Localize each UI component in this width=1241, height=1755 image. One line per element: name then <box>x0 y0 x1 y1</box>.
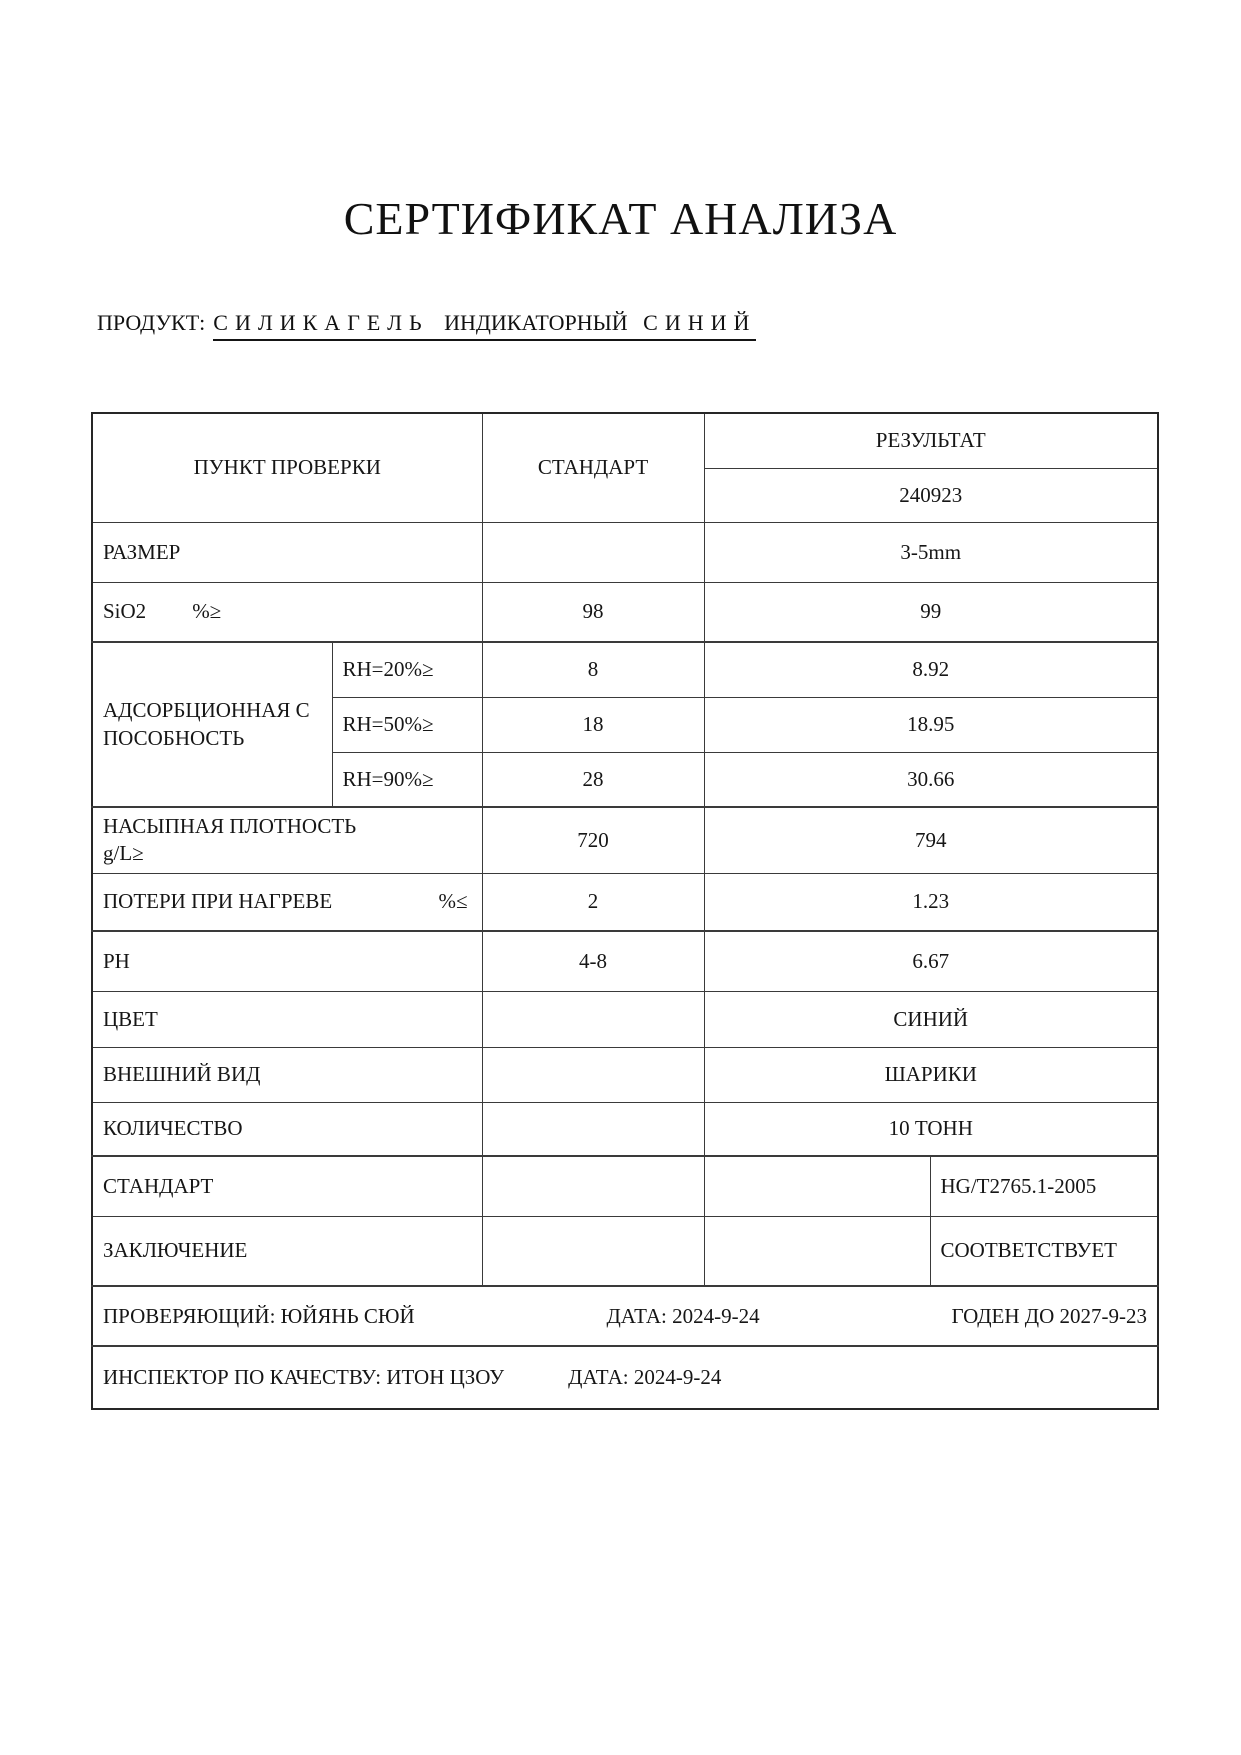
table-row-conclusion <box>92 1216 1158 1286</box>
table-row-inspector <box>92 1346 1158 1409</box>
density-label: НАСЫПНАЯ ПЛОТНОСТЬ <box>103 813 357 838</box>
size-result: 3-5mm <box>704 522 1158 582</box>
analysis-table <box>91 412 1159 1410</box>
rh50-condition: RH=50%≥ <box>332 697 482 752</box>
appearance-result: ШАРИКИ <box>704 1047 1158 1102</box>
sio2-standard: 98 <box>482 582 704 642</box>
table-row-checker <box>92 1286 1158 1346</box>
product-label: ПРОДУКТ: <box>97 310 206 335</box>
color-standard <box>482 991 704 1047</box>
sio2-result: 99 <box>704 582 1158 642</box>
product-name <box>213 310 756 341</box>
rh20-result: 8.92 <box>704 642 1158 697</box>
size-label: РАЗМЕР <box>92 522 482 582</box>
valid-until: ГОДЕН ДО 2027-9-23 <box>951 1303 1148 1328</box>
conclusion-label: ЗАКЛЮЧЕНИЕ <box>92 1216 482 1286</box>
table-row-ph <box>92 931 1158 991</box>
batch-number: 240923 <box>704 468 1158 522</box>
color-label: ЦВЕТ <box>92 991 482 1047</box>
sio2-label: SiO2 <box>103 599 147 624</box>
quantity-label: КОЛИЧЕСТВО <box>92 1102 482 1156</box>
checker-name: ПРОВЕРЯЮЩИЙ: ЮЙЯНЬ СЮЙ <box>103 1303 415 1328</box>
product-line <box>97 310 756 341</box>
table-row-quantity <box>92 1102 1158 1156</box>
checker-date: ДАТА: 2024-9-24 <box>606 1303 760 1328</box>
inspector-date: ДАТА: 2024-9-24 <box>568 1365 722 1389</box>
sio2-cell <box>92 582 482 642</box>
header-result: РЕЗУЛЬТАТ <box>704 413 1158 468</box>
standard-doc-empty2 <box>704 1156 930 1216</box>
rh20-condition: RH=20%≥ <box>332 642 482 697</box>
product-name-part1: СИЛИКАГЕЛЬ <box>213 310 429 335</box>
rh90-result: 30.66 <box>704 752 1158 807</box>
inspector-name: ИНСПЕКТОР ПО КАЧЕСТВУ: ИТОН ЦЗОУ <box>103 1365 505 1389</box>
size-standard <box>482 522 704 582</box>
ph-result: 6.67 <box>704 931 1158 991</box>
table-row-rh20 <box>92 642 1158 697</box>
density-standard: 720 <box>482 807 704 873</box>
standard-doc-value: HG/T2765.1-2005 <box>930 1156 1158 1216</box>
quantity-standard <box>482 1102 704 1156</box>
ph-label: PH <box>92 931 482 991</box>
product-name-part3: СИНИЙ <box>643 310 757 335</box>
loss-result: 1.23 <box>704 873 1158 931</box>
standard-doc-empty1 <box>482 1156 704 1216</box>
color-result: СИНИЙ <box>704 991 1158 1047</box>
density-qualifier: g/L≥ <box>103 841 144 866</box>
density-cell <box>92 807 482 873</box>
conclusion-value: СООТВЕТСТВУЕТ <box>930 1216 1158 1286</box>
rh90-standard: 28 <box>482 752 704 807</box>
checker-cell <box>92 1286 1158 1346</box>
table-header-row <box>92 413 1158 468</box>
loss-label: ПОТЕРИ ПРИ НАГРЕВЕ <box>103 889 333 914</box>
rh50-result: 18.95 <box>704 697 1158 752</box>
loss-cell <box>92 873 482 931</box>
standard-doc-label: СТАНДАРТ <box>92 1156 482 1216</box>
header-item: ПУНКТ ПРОВЕРКИ <box>92 413 482 522</box>
table-row-standard-doc <box>92 1156 1158 1216</box>
rh50-standard: 18 <box>482 697 704 752</box>
table-row-density <box>92 807 1158 873</box>
loss-standard: 2 <box>482 873 704 931</box>
quantity-result: 10 ТОНН <box>704 1102 1158 1156</box>
table-row-sio2 <box>92 582 1158 642</box>
sio2-qualifier: %≥ <box>192 599 222 624</box>
page-title: СЕРТИФИКАТ АНАЛИЗА <box>343 193 898 244</box>
density-result: 794 <box>704 807 1158 873</box>
table-row-color <box>92 991 1158 1047</box>
loss-qualifier: %≤ <box>438 889 468 914</box>
conclusion-empty2 <box>704 1216 930 1286</box>
appearance-label: ВНЕШНИЙ ВИД <box>92 1047 482 1102</box>
table-row-loss <box>92 873 1158 931</box>
header-standard: СТАНДАРТ <box>482 413 704 522</box>
appearance-standard <box>482 1047 704 1102</box>
rh20-standard: 8 <box>482 642 704 697</box>
product-name-part2: ИНДИКАТОРНЫЙ <box>444 310 628 335</box>
rh90-condition: RH=90%≥ <box>332 752 482 807</box>
adsorption-label: АДСОРБЦИОННАЯ СПОСОБНОСТЬ <box>92 642 332 807</box>
ph-standard: 4-8 <box>482 931 704 991</box>
table-row-appearance <box>92 1047 1158 1102</box>
conclusion-empty1 <box>482 1216 704 1286</box>
table-row-size <box>92 522 1158 582</box>
inspector-cell <box>92 1346 1158 1409</box>
